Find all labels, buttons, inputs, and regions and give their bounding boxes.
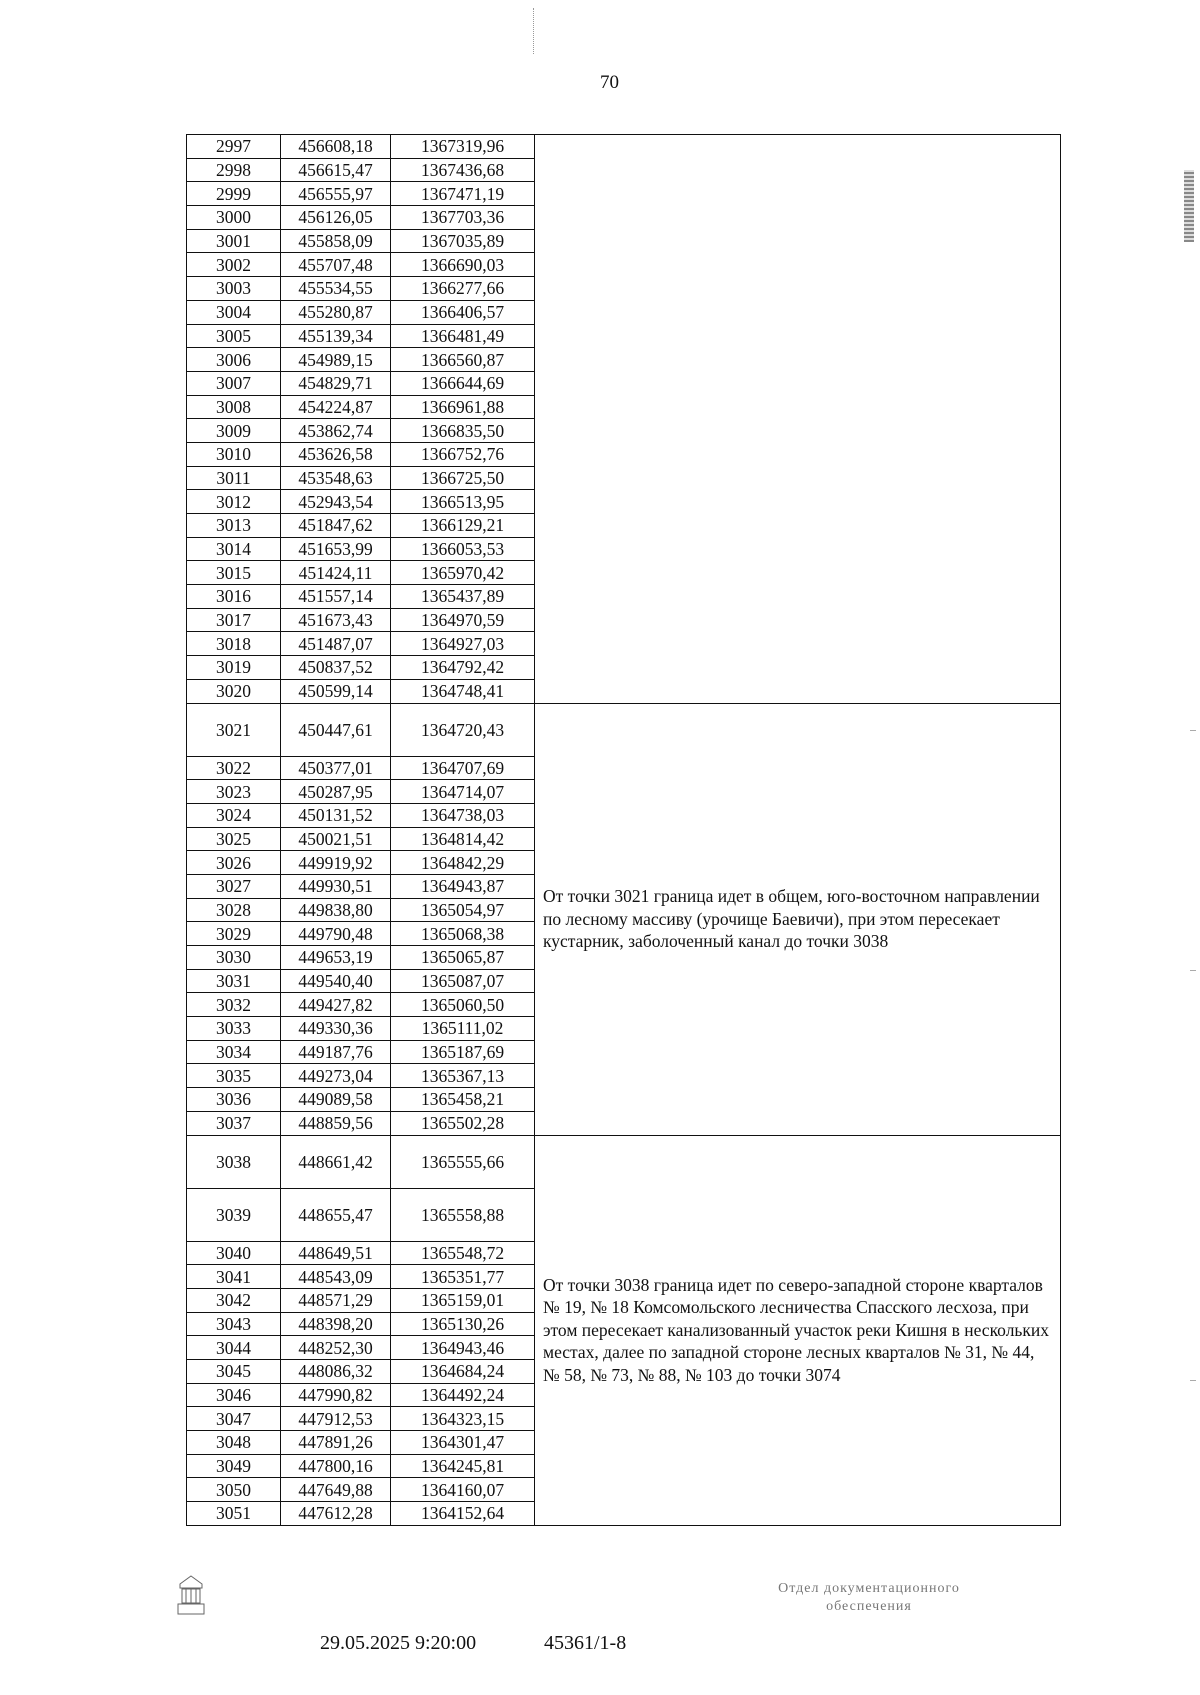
y-coordinate-cell: 1365555,66 — [391, 1135, 535, 1188]
y-coordinate-cell: 1366481,49 — [391, 324, 535, 348]
point-number-cell: 3033 — [187, 1017, 281, 1041]
y-coordinate-cell: 1364323,15 — [391, 1407, 535, 1431]
table-row — [187, 703, 1061, 756]
boundary-description-cell — [535, 135, 1061, 704]
point-number-cell: 3041 — [187, 1265, 281, 1289]
boundary-description-cell: От точки 3038 граница идет по северо-западной стороне кварталов № 19, № 18 Комсомольского лесничества Спасского лесхоза, при этом пересекает канализованный участок реки Кишня в нескольких местах, далее по западной стороне лесных кварталов № 31, № 44, № 58, № 73, № 88, № 103 до точки 3074 — [535, 1135, 1061, 1525]
point-number-cell: 3009 — [187, 419, 281, 443]
point-number-cell: 3027 — [187, 874, 281, 898]
y-coordinate-cell: 1364943,87 — [391, 874, 535, 898]
point-number-cell: 3019 — [187, 656, 281, 680]
point-number-cell: 3045 — [187, 1359, 281, 1383]
point-number-cell: 3036 — [187, 1088, 281, 1112]
y-coordinate-cell: 1364748,41 — [391, 679, 535, 703]
y-coordinate-cell: 1366129,21 — [391, 514, 535, 538]
table-row — [187, 1135, 1061, 1188]
point-number-cell: 3030 — [187, 946, 281, 970]
point-number-cell: 3038 — [187, 1135, 281, 1188]
y-coordinate-cell: 1365458,21 — [391, 1088, 535, 1112]
x-coordinate-cell: 455858,09 — [281, 229, 391, 253]
x-coordinate-cell: 454829,71 — [281, 371, 391, 395]
y-coordinate-cell: 1366835,50 — [391, 419, 535, 443]
point-number-cell: 3042 — [187, 1288, 281, 1312]
point-number-cell: 3029 — [187, 922, 281, 946]
footer-datetime: 29.05.2025 9:20:00 — [320, 1632, 477, 1654]
point-number-cell: 3043 — [187, 1312, 281, 1336]
x-coordinate-cell: 452943,54 — [281, 490, 391, 514]
x-coordinate-cell: 449089,58 — [281, 1088, 391, 1112]
x-coordinate-cell: 449187,76 — [281, 1040, 391, 1064]
point-number-cell: 3000 — [187, 206, 281, 230]
y-coordinate-cell: 1365970,42 — [391, 561, 535, 585]
x-coordinate-cell: 449653,19 — [281, 946, 391, 970]
point-number-cell: 3044 — [187, 1336, 281, 1360]
y-coordinate-cell: 1365111,02 — [391, 1017, 535, 1041]
x-coordinate-cell: 448086,32 — [281, 1359, 391, 1383]
y-coordinate-cell: 1365548,72 — [391, 1241, 535, 1265]
point-number-cell: 3011 — [187, 466, 281, 490]
x-coordinate-cell: 456555,97 — [281, 182, 391, 206]
x-coordinate-cell: 449330,36 — [281, 1017, 391, 1041]
x-coordinate-cell: 449930,51 — [281, 874, 391, 898]
y-coordinate-cell: 1367471,19 — [391, 182, 535, 206]
point-number-cell: 3006 — [187, 348, 281, 372]
point-number-cell: 3022 — [187, 756, 281, 780]
y-coordinate-cell: 1366644,69 — [391, 371, 535, 395]
point-number-cell: 3048 — [187, 1431, 281, 1455]
x-coordinate-cell: 454989,15 — [281, 348, 391, 372]
x-coordinate-cell: 448649,51 — [281, 1241, 391, 1265]
y-coordinate-cell: 1364927,03 — [391, 632, 535, 656]
y-coordinate-cell: 1364943,46 — [391, 1336, 535, 1360]
y-coordinate-cell: 1367319,96 — [391, 135, 535, 159]
y-coordinate-cell: 1364245,81 — [391, 1454, 535, 1478]
x-coordinate-cell: 448655,47 — [281, 1188, 391, 1241]
x-coordinate-cell: 448859,56 — [281, 1111, 391, 1135]
page-number: 70 — [600, 72, 619, 93]
footer-doc-number: 45361/1-8 — [544, 1632, 627, 1654]
x-coordinate-cell: 455139,34 — [281, 324, 391, 348]
point-number-cell: 3004 — [187, 300, 281, 324]
x-coordinate-cell: 450447,61 — [281, 703, 391, 756]
y-coordinate-cell: 1364970,59 — [391, 608, 535, 632]
y-coordinate-cell: 1365130,26 — [391, 1312, 535, 1336]
x-coordinate-cell: 448252,30 — [281, 1336, 391, 1360]
point-number-cell: 3037 — [187, 1111, 281, 1135]
x-coordinate-cell: 450287,95 — [281, 780, 391, 804]
boundary-coordinates-table — [186, 134, 1061, 1526]
x-coordinate-cell: 447990,82 — [281, 1383, 391, 1407]
y-coordinate-cell: 1365087,07 — [391, 969, 535, 993]
point-number-cell: 3040 — [187, 1241, 281, 1265]
point-number-cell: 3046 — [187, 1383, 281, 1407]
point-number-cell: 3025 — [187, 827, 281, 851]
stamp-line-1: Отдел документационного — [778, 1581, 960, 1596]
x-coordinate-cell: 447912,53 — [281, 1407, 391, 1431]
y-coordinate-cell: 1364720,43 — [391, 703, 535, 756]
x-coordinate-cell: 447800,16 — [281, 1454, 391, 1478]
point-number-cell: 3051 — [187, 1502, 281, 1526]
x-coordinate-cell: 447612,28 — [281, 1502, 391, 1526]
x-coordinate-cell: 451847,62 — [281, 514, 391, 538]
point-number-cell: 2999 — [187, 182, 281, 206]
x-coordinate-cell: 455534,55 — [281, 277, 391, 301]
y-coordinate-cell: 1365351,77 — [391, 1265, 535, 1289]
point-number-cell: 3049 — [187, 1454, 281, 1478]
point-number-cell: 3015 — [187, 561, 281, 585]
y-coordinate-cell: 1366513,95 — [391, 490, 535, 514]
point-number-cell: 3039 — [187, 1188, 281, 1241]
x-coordinate-cell: 451424,11 — [281, 561, 391, 585]
point-number-cell: 3007 — [187, 371, 281, 395]
point-number-cell: 3050 — [187, 1478, 281, 1502]
y-coordinate-cell: 1365367,13 — [391, 1064, 535, 1088]
x-coordinate-cell: 447649,88 — [281, 1478, 391, 1502]
point-number-cell: 3034 — [187, 1040, 281, 1064]
x-coordinate-cell: 455280,87 — [281, 300, 391, 324]
boundary-description-cell: От точки 3021 граница идет в общем, юго-восточном направлении по лесному массиву (урочище Баевичи), при этом пересекает кустарник, заболоченный канал до точки 3038 — [535, 703, 1061, 1135]
x-coordinate-cell: 448398,20 — [281, 1312, 391, 1336]
point-number-cell: 3032 — [187, 993, 281, 1017]
point-number-cell: 3024 — [187, 803, 281, 827]
y-coordinate-cell: 1364684,24 — [391, 1359, 535, 1383]
x-coordinate-cell: 456608,18 — [281, 135, 391, 159]
point-number-cell: 3010 — [187, 442, 281, 466]
x-coordinate-cell: 453626,58 — [281, 442, 391, 466]
y-coordinate-cell: 1364301,47 — [391, 1431, 535, 1455]
x-coordinate-cell: 456126,05 — [281, 206, 391, 230]
point-number-cell: 3003 — [187, 277, 281, 301]
y-coordinate-cell: 1365187,69 — [391, 1040, 535, 1064]
y-coordinate-cell: 1364152,64 — [391, 1502, 535, 1526]
point-number-cell: 3017 — [187, 608, 281, 632]
x-coordinate-cell: 447891,26 — [281, 1431, 391, 1455]
point-number-cell: 3012 — [187, 490, 281, 514]
x-coordinate-cell: 448571,29 — [281, 1288, 391, 1312]
y-coordinate-cell: 1364714,07 — [391, 780, 535, 804]
x-coordinate-cell: 455707,48 — [281, 253, 391, 277]
point-number-cell: 3002 — [187, 253, 281, 277]
point-number-cell: 3008 — [187, 395, 281, 419]
point-number-cell: 3013 — [187, 514, 281, 538]
scan-edge-tick — [1190, 1380, 1196, 1381]
y-coordinate-cell: 1365060,50 — [391, 993, 535, 1017]
point-number-cell: 3014 — [187, 537, 281, 561]
point-number-cell: 3047 — [187, 1407, 281, 1431]
point-number-cell: 3005 — [187, 324, 281, 348]
point-number-cell: 2998 — [187, 158, 281, 182]
y-coordinate-cell: 1364707,69 — [391, 756, 535, 780]
x-coordinate-cell: 450021,51 — [281, 827, 391, 851]
point-number-cell: 3018 — [187, 632, 281, 656]
y-coordinate-cell: 1364792,42 — [391, 656, 535, 680]
department-stamp — [724, 1580, 1014, 1616]
y-coordinate-cell: 1365437,89 — [391, 585, 535, 609]
point-number-cell: 3031 — [187, 969, 281, 993]
y-coordinate-cell: 1365054,97 — [391, 898, 535, 922]
x-coordinate-cell: 451673,43 — [281, 608, 391, 632]
x-coordinate-cell: 449919,92 — [281, 851, 391, 875]
x-coordinate-cell: 453548,63 — [281, 466, 391, 490]
y-coordinate-cell: 1366690,03 — [391, 253, 535, 277]
y-coordinate-cell: 1365558,88 — [391, 1188, 535, 1241]
x-coordinate-cell: 449838,80 — [281, 898, 391, 922]
y-coordinate-cell: 1365068,38 — [391, 922, 535, 946]
point-number-cell: 3016 — [187, 585, 281, 609]
x-coordinate-cell: 450837,52 — [281, 656, 391, 680]
emblem-logo — [176, 1574, 206, 1616]
x-coordinate-cell: 450131,52 — [281, 803, 391, 827]
y-coordinate-cell: 1367035,89 — [391, 229, 535, 253]
x-coordinate-cell: 451653,99 — [281, 537, 391, 561]
x-coordinate-cell: 449540,40 — [281, 969, 391, 993]
y-coordinate-cell: 1366725,50 — [391, 466, 535, 490]
scan-edge-artifact — [1184, 170, 1194, 242]
y-coordinate-cell: 1366961,88 — [391, 395, 535, 419]
point-number-cell: 3028 — [187, 898, 281, 922]
point-number-cell: 3021 — [187, 703, 281, 756]
y-coordinate-cell: 1366053,53 — [391, 537, 535, 561]
scan-edge-tick — [1190, 970, 1196, 971]
x-coordinate-cell: 449273,04 — [281, 1064, 391, 1088]
x-coordinate-cell: 449790,48 — [281, 922, 391, 946]
y-coordinate-cell: 1366406,57 — [391, 300, 535, 324]
point-number-cell: 3020 — [187, 679, 281, 703]
scan-edge-tick — [1190, 730, 1196, 731]
y-coordinate-cell: 1366277,66 — [391, 277, 535, 301]
point-number-cell: 3023 — [187, 780, 281, 804]
x-coordinate-cell: 450599,14 — [281, 679, 391, 703]
x-coordinate-cell: 451557,14 — [281, 585, 391, 609]
point-number-cell: 3001 — [187, 229, 281, 253]
y-coordinate-cell: 1367703,36 — [391, 206, 535, 230]
y-coordinate-cell: 1364160,07 — [391, 1478, 535, 1502]
x-coordinate-cell: 454224,87 — [281, 395, 391, 419]
y-coordinate-cell: 1365502,28 — [391, 1111, 535, 1135]
x-coordinate-cell: 453862,74 — [281, 419, 391, 443]
x-coordinate-cell: 448543,09 — [281, 1265, 391, 1289]
x-coordinate-cell: 451487,07 — [281, 632, 391, 656]
point-number-cell: 3035 — [187, 1064, 281, 1088]
x-coordinate-cell: 450377,01 — [281, 756, 391, 780]
y-coordinate-cell: 1366560,87 — [391, 348, 535, 372]
y-coordinate-cell: 1364492,24 — [391, 1383, 535, 1407]
y-coordinate-cell: 1366752,76 — [391, 442, 535, 466]
point-number-cell: 3026 — [187, 851, 281, 875]
y-coordinate-cell: 1365065,87 — [391, 946, 535, 970]
stamp-line-2: обеспечения — [826, 1599, 912, 1614]
x-coordinate-cell: 456615,47 — [281, 158, 391, 182]
scan-crop-mark — [533, 8, 540, 54]
y-coordinate-cell: 1365159,01 — [391, 1288, 535, 1312]
y-coordinate-cell: 1364738,03 — [391, 803, 535, 827]
y-coordinate-cell: 1364842,29 — [391, 851, 535, 875]
y-coordinate-cell: 1367436,68 — [391, 158, 535, 182]
y-coordinate-cell: 1364814,42 — [391, 827, 535, 851]
x-coordinate-cell: 448661,42 — [281, 1135, 391, 1188]
x-coordinate-cell: 449427,82 — [281, 993, 391, 1017]
table-row — [187, 135, 1061, 159]
point-number-cell: 2997 — [187, 135, 281, 159]
